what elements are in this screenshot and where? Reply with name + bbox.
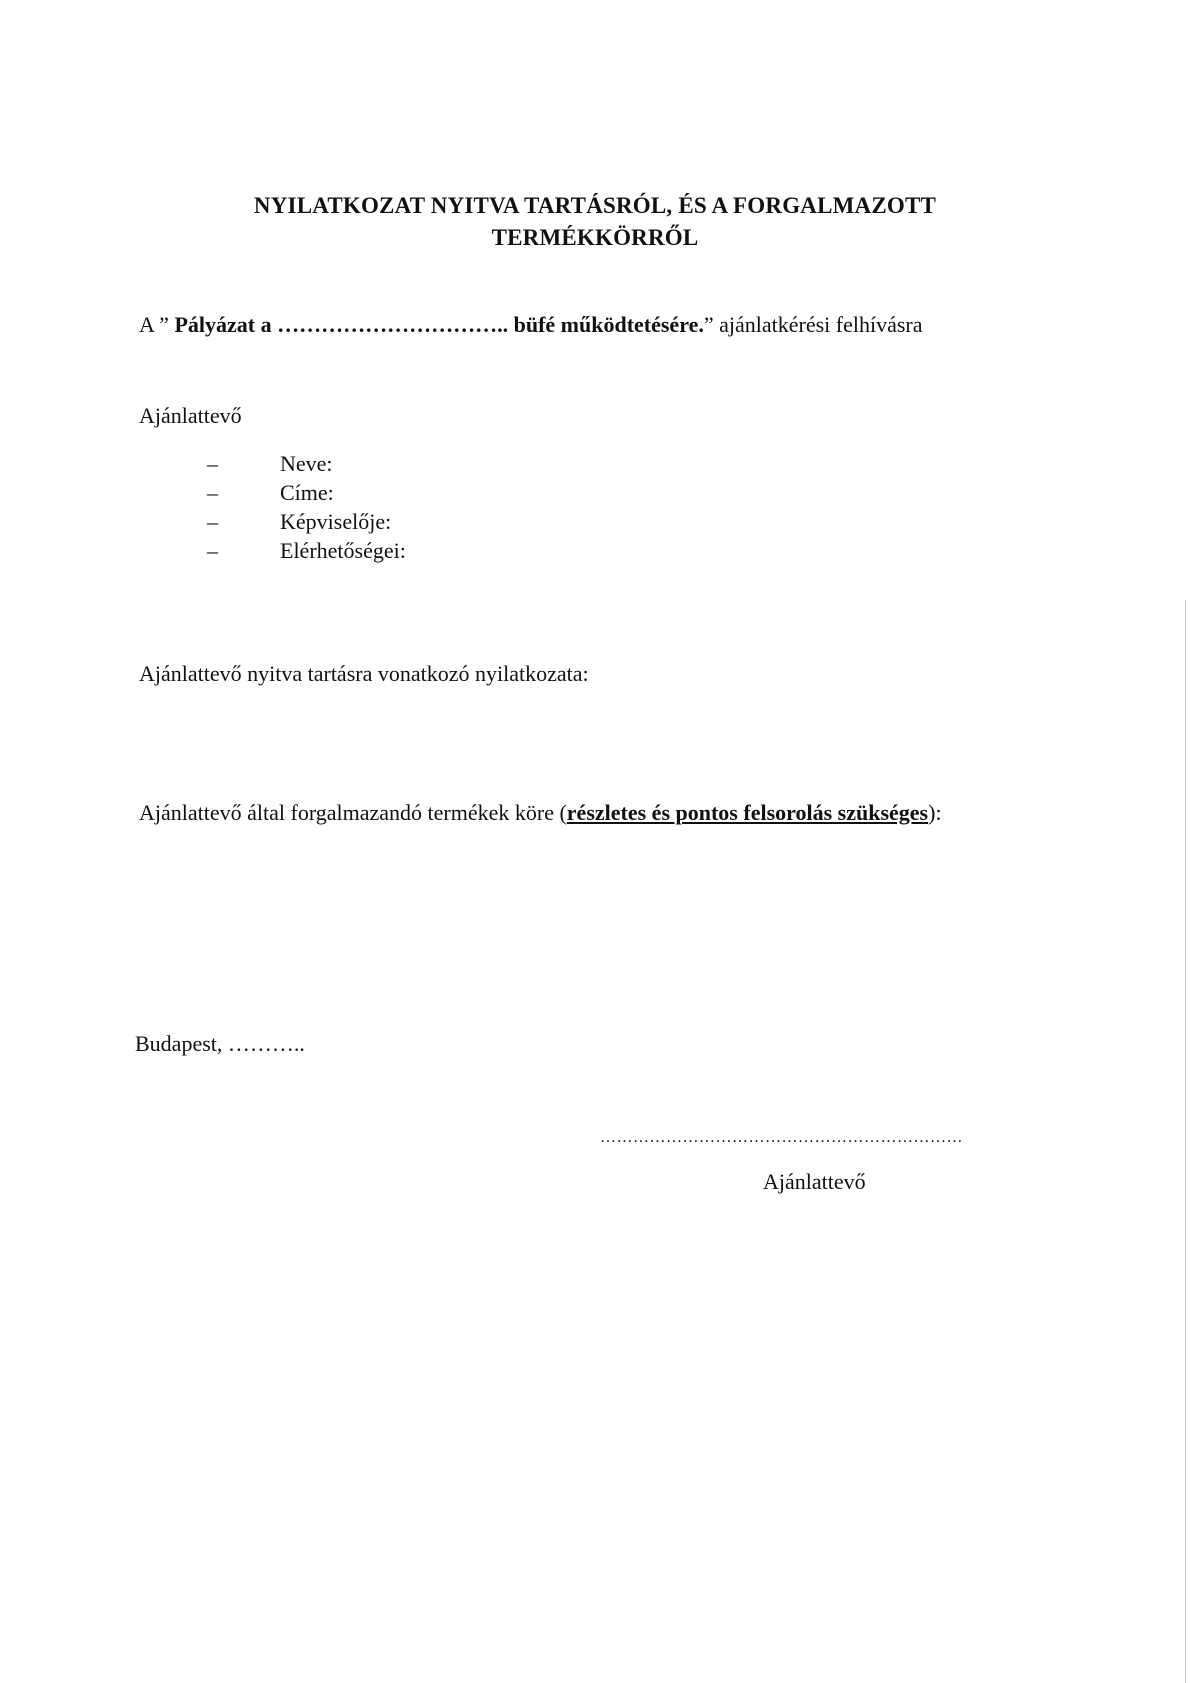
field-name-label: Neve:: [280, 451, 333, 476]
list-dash: –: [207, 509, 218, 534]
signature-line: …………………………………………………………: [600, 1129, 963, 1146]
intro-paragraph: [139, 311, 923, 339]
place-date: Budapest, ………..: [135, 1031, 305, 1056]
list-dash: –: [207, 538, 218, 563]
title-line-1: NYILATKOZAT NYITVA TARTÁSRÓL, ÉS A FORGALMAZOTT: [253, 193, 937, 218]
intro-prefix: A ”: [139, 312, 175, 337]
bidder-label: Ajánlattevő: [139, 403, 242, 428]
intro-tender-name: Pályázat a ………………………….. büfé működtetésére.: [174, 312, 704, 337]
products-suffix: ):: [928, 800, 942, 825]
field-contact-label: Elérhetőségei:: [280, 538, 406, 563]
list-dash: –: [207, 480, 218, 505]
products-statement: [139, 799, 942, 827]
opening-hours-statement: Ajánlattevő nyitva tartásra vonatkozó nyilatkozata:: [139, 661, 589, 686]
intro-suffix: ” ajánlatkérési felhívásra: [703, 312, 923, 337]
field-representative-label: Képviselője:: [280, 509, 392, 534]
products-emphasis: részletes és pontos felsorolás szükséges: [566, 800, 929, 825]
scan-edge-line: [1185, 600, 1186, 1683]
signature-label: Ajánlattevő: [763, 1169, 866, 1194]
title-line-2: TERMÉKKÖRRŐL: [491, 225, 699, 250]
document-title: [0, 190, 1190, 254]
list-dash: –: [207, 451, 218, 476]
field-address-label: Címe:: [280, 480, 334, 505]
products-prefix: Ajánlattevő által forgalmazandó termékek köre (: [139, 800, 567, 825]
